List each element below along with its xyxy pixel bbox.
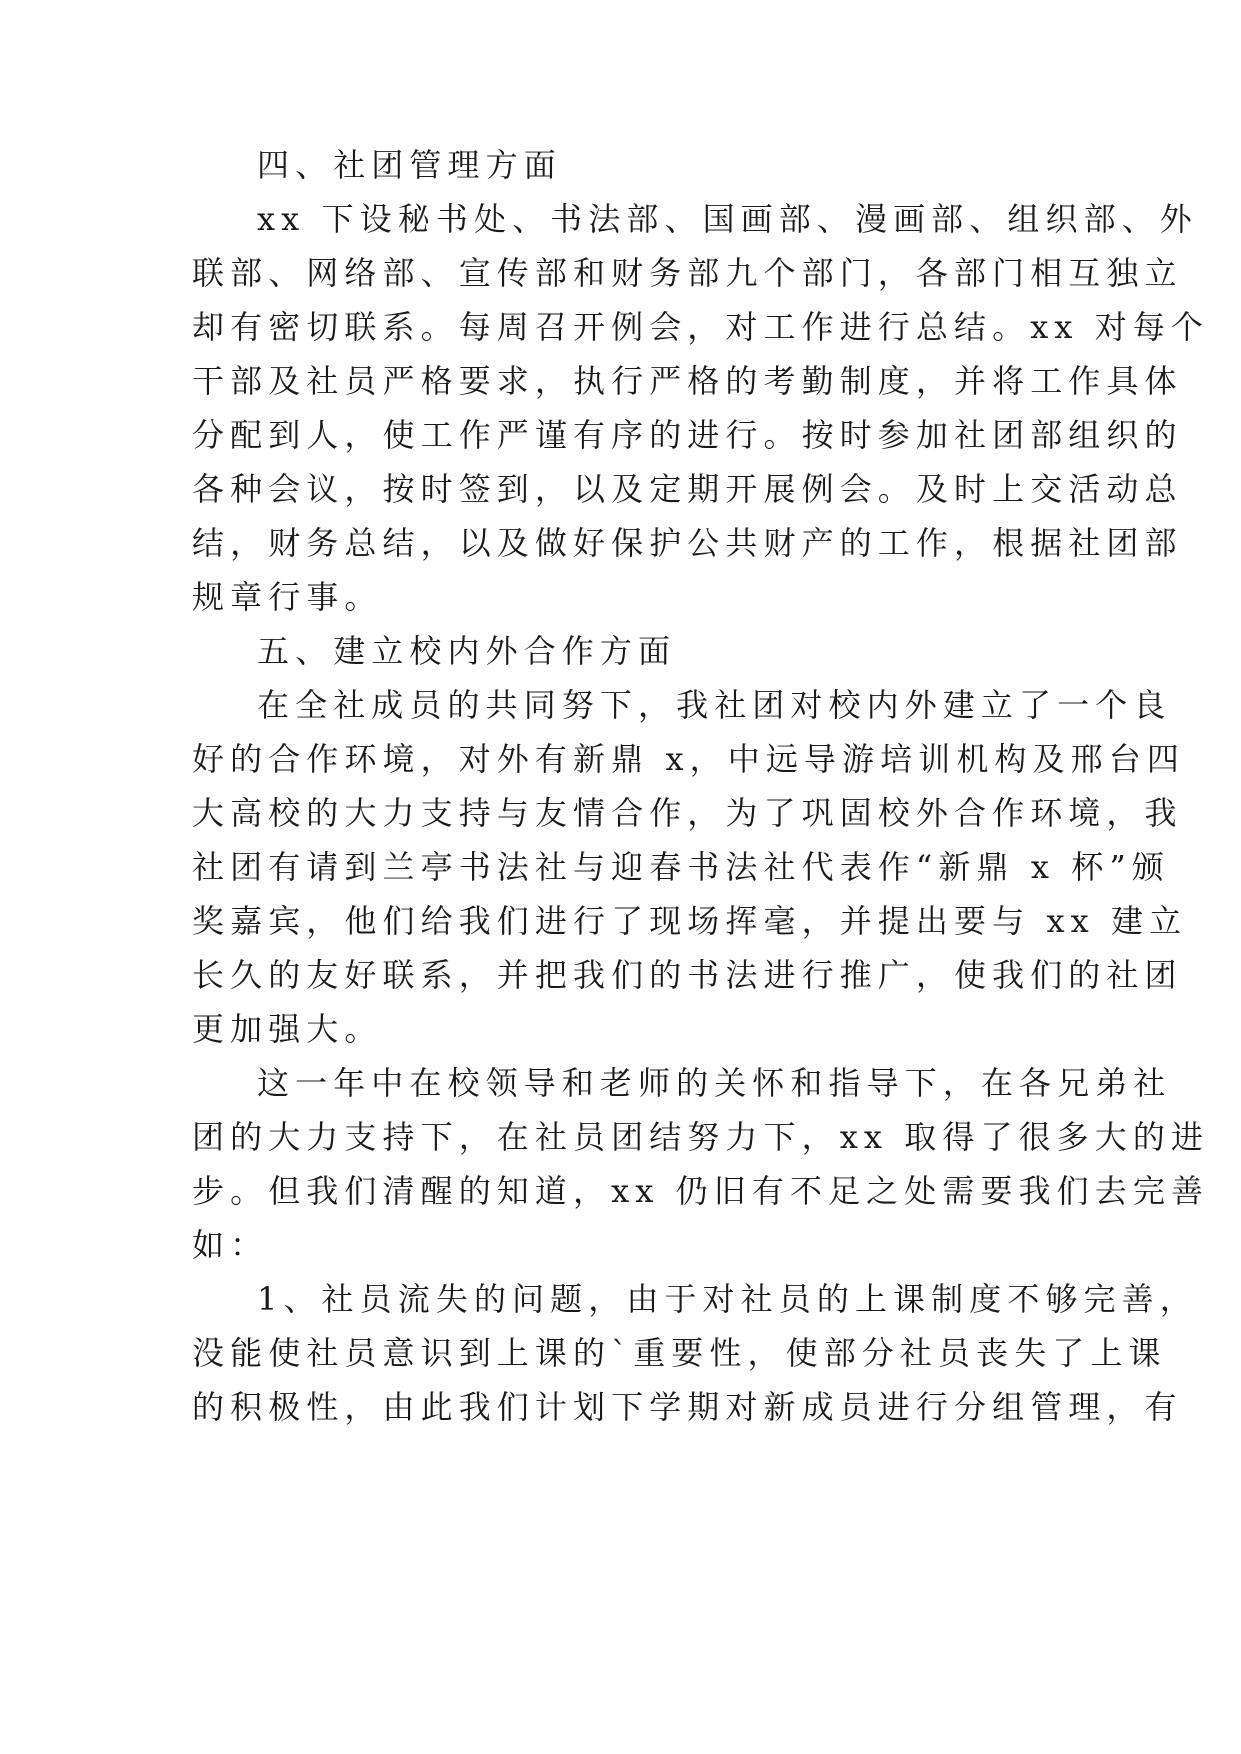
paragraph-line: 各种会议，按时签到，以及定期开展例会。及时上交活动总 [192, 470, 1183, 508]
section-heading-5: 五、建立校内外合作方面 [257, 632, 677, 670]
list-item-1: 1、社员流失的问题，由于对社员的上课制度不够完善， [257, 1280, 1198, 1318]
paragraph-line: 在全社成员的共同努下，我社团对校内外建立了一个良 [257, 686, 1172, 724]
paragraph-line: xx 下设秘书处、书法部、国画部、漫画部、组织部、外 [257, 200, 1198, 238]
paragraph-line: 如： [192, 1226, 269, 1264]
paragraph-line: 社团有请到兰亭书法社与迎春书法社代表作“新鼎 x 杯”颁 [192, 848, 1170, 886]
section-heading-4: 四、社团管理方面 [257, 146, 562, 184]
paragraph-line: 却有密切联系。每周召开例会，对工作进行总结。xx 对每个 [192, 308, 1210, 346]
paragraph-line: 干部及社员严格要求，执行严格的考勤制度，并将工作具体 [192, 362, 1183, 400]
paragraph-line: 规章行事。 [192, 578, 383, 616]
paragraph-line: 好的合作环境，对外有新鼎 x，中远导游培训机构及邢台四 [192, 740, 1185, 778]
paragraph-line: 结，财务总结，以及做好保护公共财产的工作，根据社团部 [192, 524, 1183, 562]
paragraph-line: 联部、网络部、宣传部和财务部九个部门，各部门相互独立 [192, 254, 1183, 292]
paragraph-line: 大高校的大力支持与友情合作，为了巩固校外合作环境，我 [192, 794, 1183, 832]
paragraph-line: 分配到人，使工作严谨有序的进行。按时参加社团部组织的 [192, 416, 1183, 454]
paragraph-line: 更加强大。 [192, 1010, 383, 1048]
paragraph-line: 这一年中在校领导和老师的关怀和指导下，在各兄弟社 [257, 1064, 1172, 1102]
paragraph-line: 步。但我们清醒的知道，xx 仍旧有不足之处需要我们去完善 [192, 1172, 1210, 1210]
paragraph-line: 奖嘉宾，他们给我们进行了现场挥毫，并提出要与 xx 建立 [192, 902, 1188, 940]
paragraph-line: 没能使社员意识到上课的`重要性，使部分社员丧失了上课 [192, 1334, 1167, 1372]
paragraph-line: 长久的友好联系，并把我们的书法进行推广，使我们的社团 [192, 956, 1183, 994]
paragraph-line: 的积极性，由此我们计划下学期对新成员进行分组管理，有 [192, 1388, 1183, 1426]
paragraph-line: 团的大力支持下，在社员团结努力下，xx 取得了很多大的进 [192, 1118, 1210, 1156]
